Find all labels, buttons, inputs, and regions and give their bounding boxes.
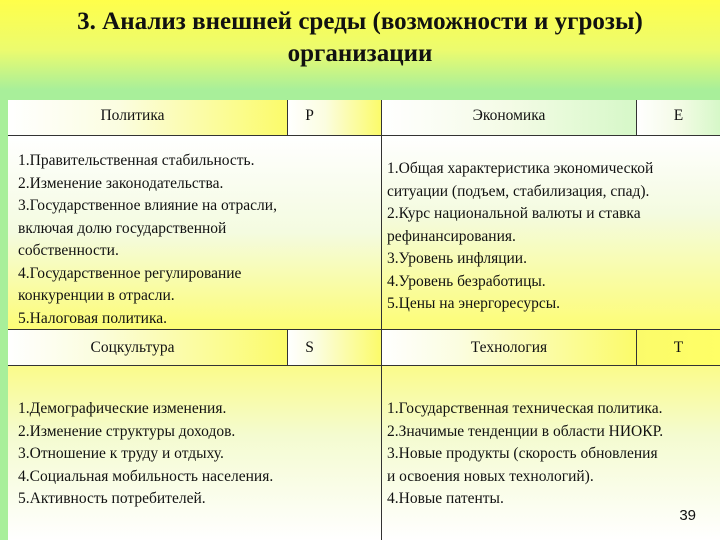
sociocultural-factors [8,366,382,540]
slide-title-line1: 3. Анализ внешней среды (возможности и угрозы) [77,8,643,35]
letter-t: T [673,339,684,356]
header-technology-label: Технология [470,339,548,356]
letter-p: P [305,107,314,124]
list-item: 2.Изменение законодательства. [18,174,224,192]
list-item: 4.Социальная мобильность населения. [18,467,274,485]
list-item: 2.Значимые тенденции в области НИОКР. [387,422,664,440]
list-item: включая долю государственной [18,219,227,237]
list-item: ситуации (подъем, стабилизация, спад). [387,182,650,200]
header-technology [382,330,637,366]
economics-factor-list [387,158,653,316]
header-economics-letter [637,100,720,136]
politics-factor-list [18,150,277,330]
list-item: 1.Правительственная стабильность. [18,152,255,169]
list-item: 5.Активность потребителей. [18,490,206,507]
list-item: 3.Новые продукты (скорость обновления [387,445,658,462]
technology-factor-list [387,398,663,511]
list-item: рефинансирования. [387,227,516,245]
list-item: конкуренции в отрасли. [18,287,175,304]
list-item: 3.Государственное влияние на отрасли, [18,197,277,214]
list-item: 5.Цены на энергоресурсы. [387,295,560,312]
list-item: 4.Уровень безработицы. [387,272,546,290]
slide-title [0,6,720,70]
header-politics-label: Политика [100,107,165,124]
header-technology-letter [637,330,720,366]
list-item: 1.Общая характеристика экономической [387,160,654,177]
politics-factors [8,136,382,330]
list-item: 4.Новые патенты. [387,490,504,507]
header-economics-label: Экономика [472,107,546,124]
pest-table [8,100,720,540]
header-sociocultural-letter [288,330,382,366]
header-sociocultural-label: Соцкультура [90,339,175,356]
list-item: 1.Государственная техническая политика. [387,400,663,417]
letter-e: E [673,107,684,124]
letter-s: S [305,339,314,356]
slide-title-line2: организации [287,40,433,67]
list-item: 2.Изменение структуры доходов. [18,422,236,440]
list-item: собственности. [18,242,119,259]
list-item: 1.Демографические изменения. [18,400,227,417]
list-item: 4.Государственное регулирование [18,264,242,282]
list-item: и освоения новых технологий). [387,467,594,485]
header-economics [382,100,637,136]
economics-factors [382,136,720,330]
list-item: 3.Отношение к труду и отдыху. [18,445,224,462]
list-item: 3.Уровень инфляции. [387,250,527,267]
list-item: 2.Курс национальной валюты и ставка [387,205,641,222]
page-number: 39 [679,507,696,524]
header-politics-letter [288,100,382,136]
technology-factors [382,366,720,540]
list-item: 5.Налоговая политика. [18,309,168,327]
sociocultural-factor-list [18,398,273,511]
